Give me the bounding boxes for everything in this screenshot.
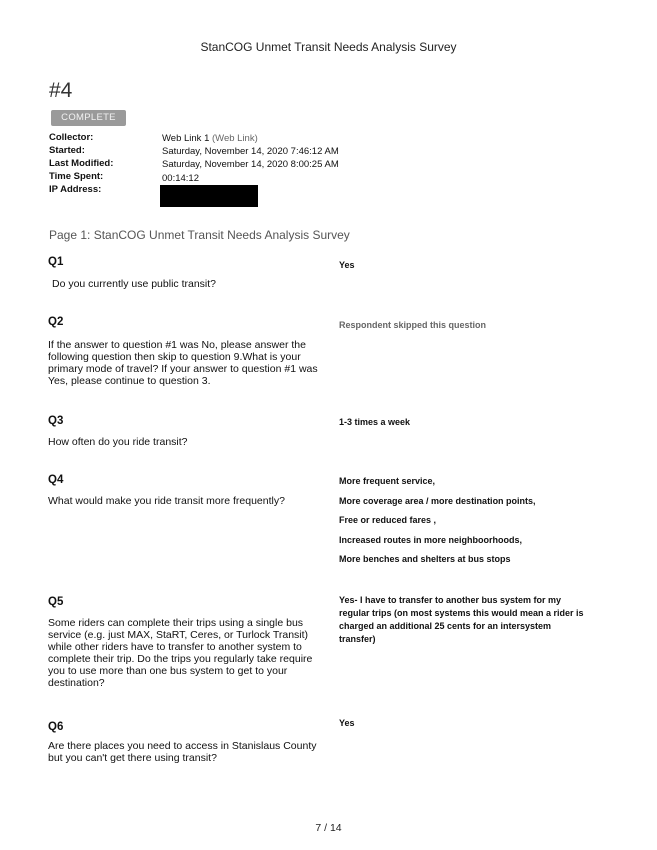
question-text: Are there places you need to access in Stanislaus County but you can't get there using transit? (48, 740, 317, 764)
ip-address-redaction (160, 185, 258, 207)
answer-text: 1-3 times a week (339, 417, 411, 427)
collector-value (162, 133, 258, 144)
answer-item: Increased routes in more neighboorhoods, (339, 534, 523, 545)
time-spent-value: 00:14:12 (162, 173, 199, 184)
question-number: Q6 (48, 721, 64, 733)
last-modified-label: Last Modified: (49, 158, 114, 169)
answer-text: Yes (339, 260, 355, 270)
started-value: Saturday, November 14, 2020 7:46:12 AM (162, 146, 339, 157)
question-text: Do you currently use public transit? (52, 278, 216, 290)
collector-label: Collector: (49, 132, 94, 143)
answer-list (339, 476, 536, 574)
question-text: How often do you ride transit? (48, 436, 188, 448)
time-spent-label: Time Spent: (49, 171, 104, 182)
answer-text: Yes (339, 718, 355, 728)
answer-item: More frequent service, (339, 476, 436, 486)
collector-name: Web Link 1 (162, 133, 210, 144)
question-text: If the answer to question #1 was No, please answer the following question then skip to question 9.What is your primary mode of travel? If your answer to question #1 was Yes, please continue to question 3. (48, 339, 318, 387)
answer-text: Yes- I have to transfer to another bus system for my regular trips (on most systems this would mean a rider is charged an additional 25 cents for an intersystem transfer) (339, 595, 584, 644)
question-text: Some riders can complete their trips using a single bus service (e.g. just MAX, StaRT, Ceres, or Turlock Transit) while other riders have to transfer to another system to complete their trip. Do the trips you regularly take require you to use more than one bus system to get to your destination? (48, 617, 313, 689)
collector-type: (Web Link) (212, 133, 258, 144)
question-text: What would make you ride transit more frequently? (48, 495, 285, 507)
answer-item: Free or reduced fares , (339, 515, 437, 525)
question-number: Q2 (48, 316, 64, 328)
document-title: StanCOG Unmet Transit Needs Analysis Survey (200, 40, 457, 54)
started-label: Started: (49, 145, 85, 156)
answer-text: Respondent skipped this question (339, 320, 487, 330)
question-number: Q4 (48, 474, 64, 486)
question-number: Q5 (48, 596, 64, 608)
ip-address-label: IP Address: (49, 184, 102, 195)
answer-item: More benches and shelters at bus stops (339, 554, 511, 564)
last-modified-value: Saturday, November 14, 2020 8:00:25 AM (162, 159, 339, 170)
response-number: #4 (49, 79, 73, 102)
answer-item: More coverage area / more destination points, (339, 495, 536, 506)
status-badge: COMPLETE (51, 110, 126, 126)
question-number: Q3 (48, 415, 64, 427)
page-title: Page 1: StanCOG Unmet Transit Needs Analysis Survey (49, 228, 350, 242)
page-indicator: 7 / 14 (315, 822, 342, 834)
question-number: Q1 (48, 256, 64, 268)
